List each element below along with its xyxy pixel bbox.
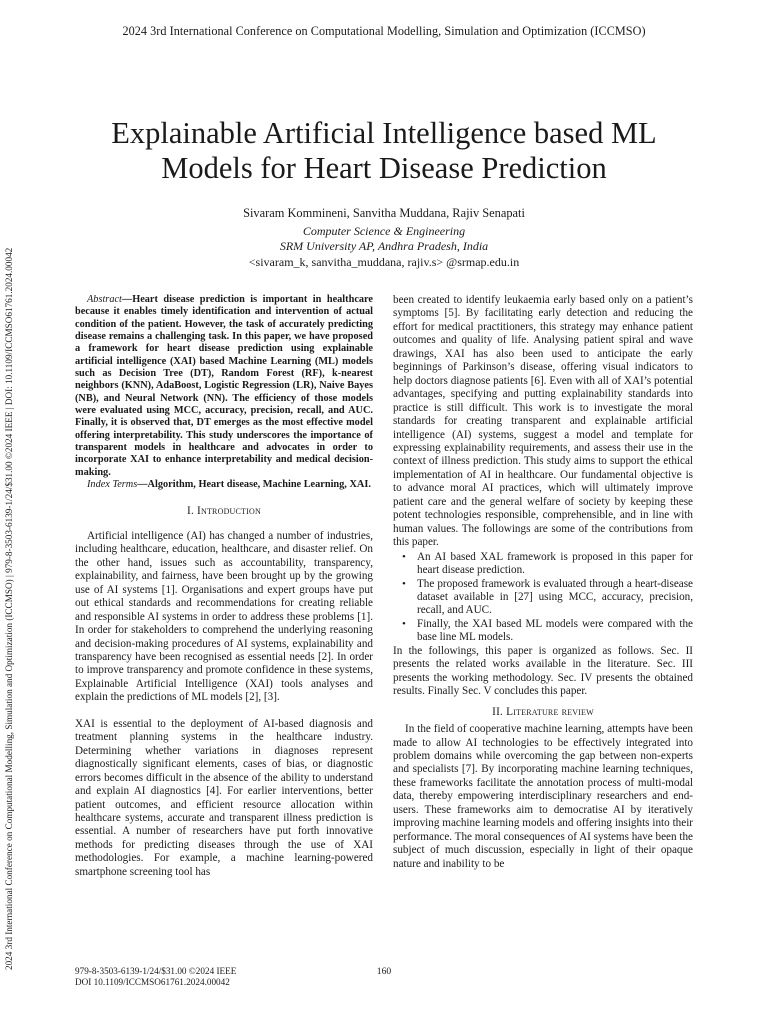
list-item [402,617,693,645]
intro-paragraph-1: Artificial intelligence (AI) has changed a number of industries, including healthcare, education, healthcare, and disaster relief. On the other hand, issues such as accountability, transparency, explainability, and fairness, have been brought up by the growing use of AI systems [1]. Organisations and expert groups have put out ethical standards and recommendations for creating reliable and responsible AI systems in order to address these problems [1]. In order for stakeholders to comprehend the underlying reasoning and decision-making procedures of AI systems, explainability and transparency have been recognised as essential needs [2]. In order to improve transparency and promote confidence in these systems, Explainable Artificial Intelligence (XAI) tools analyses and explain the predictions of ML models [2], [3]. [75,529,373,704]
intro-paragraph-2: XAI is essential to the deployment of AI-based diagnosis and treatment planning systems in the healthcare industry. Determining whether variations in diagnoses represent diagnostically significant elements, cases of bias, or diagnostic errors becomes difficult in the absence of the ability to understand and explain AI diagnostics [4]. For earlier interventions, better patient outcomes, and efficient resource allocation within healthcare systems, accurate and transparent illness prediction is essential. A number of researchers have put forth innovative methods for predicting diseases through the use of XAI methodologies. For example, a machine learning-powered smartphone screening tool has [75,717,373,878]
list-item [402,577,693,618]
section-heading-literature-review: II. Literature review [492,705,594,718]
author-university: SRM University AP, Andhra Pradesh, India [279,239,489,254]
paper-title [0,116,768,186]
title-line-2: Models for Heart Disease Prediction [161,151,607,185]
right-column [393,294,693,871]
abstract-text: —Heart disease prediction is important in healthcare because it enables timely identification and intervention of actual condition of the patient. However, the task of accurately predicting disease remains a challenging task. In this paper, we have proposed a framework for heart disease prediction using explainable artificial intelligence (XAI) based Machine Learning (ML) models such as Decision Tree (DT), Random Forest (RF), k-nearest neighbors (KNN), AdaBoost, Logistic Regression (LR), Naive Bayes (NB), and Neural Network (NN). The efficiency of those models were evaluated using MCC, accuracy, precision, recall, and AUC. Finally, it is observed that, DT emerges as the most effective model offering interpretability. This study underscores the importance of transparent models in healthcare and advocates in order to incorporate XAI to enhance interpretability and medical decision-making. [75,294,373,478]
author-block [0,206,768,270]
author-names: Sivaram Kommineni, Sanvitha Muddana, Rajiv Senapati [243,206,525,220]
conference-header: 2024 3rd International Conference on Computational Modelling, Simulation and Optimization (ICCMSO) [122,24,646,38]
side-margin-citation: 2024 3rd International Conference on Computational Modelling, Simulation and Optimization (ICCMSO) | 979-8-3503-6139-1/24/$31.00 ©2024 IEEE | DOI: 10.1109/ICCMSO61761.2024.00042 [4,247,14,970]
abstract-label: Abstract [87,294,122,305]
page-number: 160 [376,966,392,977]
index-terms-text: —Algorithm, Heart disease, Machine Learning, XAI. [137,479,371,491]
index-terms-label: Index Terms [87,479,138,491]
contributions-list [393,551,693,645]
index-terms [75,479,373,491]
bullet-text: Finally, the XAI based ML models were compared with the base line ML models. [417,617,693,644]
footer-isbn: 979-8-3503-6139-1/24/$31.00 ©2024 IEEE [75,966,237,976]
left-column [75,294,373,879]
author-emails: <sivaram_k, sanvitha_muddana, rajiv.s> @srmap.edu.in [248,254,520,269]
abstract [75,294,373,479]
title-line-1: Explainable Artificial Intelligence based ML [111,116,657,150]
intro-paragraph-3: been created to identify leukaemia early based only on a patient’s symptoms [5]. By facilitating early detection and reducing the effort for medical practitioners, this strategy may enhance patient outcomes and quality of life. Analysing patient spiral and wave drawings, XAI has also been used to anticipate the early beginnings of Parkinson’s disease, offering visual indicators to help doctors diagnose patients [6]. Even with all of XAI’s potential advantages, specifying and putting explainability standards into practice is still difficult. This work is to investigate the moral standards for creating transparent and explainable artificial intelligence (AI) systems, suggest a model and template for expressing explainability requirements, and assess their use in the context of illness prediction. This study aims to support the ethical implementation of AI in healthcare. Our fundamental objective is to advance moral AI practices, which will ultimately improve patient care and the general welfare of society by keeping these potent technologies responsible, comprehensible, and in line with human values. The followings are some of the contributions from this paper. [393,294,693,549]
literature-paragraph-1: In the field of cooperative machine learning, attempts have been made to allow AI technologies to be effectively integrated into problem domains while overcoming the gap between non-experts and specialists [7]. By incorporating machine learning techniques, these frameworks facilitate the annotation process of multi-modal data, thereby empowering interdisciplinary researchers and end-users. These frameworks aim to democratise AI by iteratively improving machine learning models and offering insights into their performance. The moral consequences of AI systems have been the subject of much discussion, especially in light of their opaque nature and inability to be [393,723,693,870]
list-item [402,550,693,578]
bullet-icon: • [402,617,406,630]
footer-doi: DOI 10.1109/ICCMSO61761.2024.00042 [75,977,230,988]
author-department: Computer Science & Engineering [302,223,466,238]
bullet-icon: • [402,577,406,590]
section-heading-introduction: I. Introduction [187,504,261,517]
bullet-icon: • [402,550,406,563]
bullet-text: The proposed framework is evaluated through a heart-disease dataset available in [27] using MCC, accuracy, precision, recall, and AUC. [417,577,693,617]
bullet-text: An AI based XAL framework is proposed in this paper for heart disease prediction. [417,550,693,577]
intro-paragraph-4: In the followings, this paper is organized as follows. Sec. II presents the related works available in the literature. Sec. III presents the working methodology. Sec. IV presents the obtained results. Finally Sec. V concludes this paper. [393,644,693,698]
